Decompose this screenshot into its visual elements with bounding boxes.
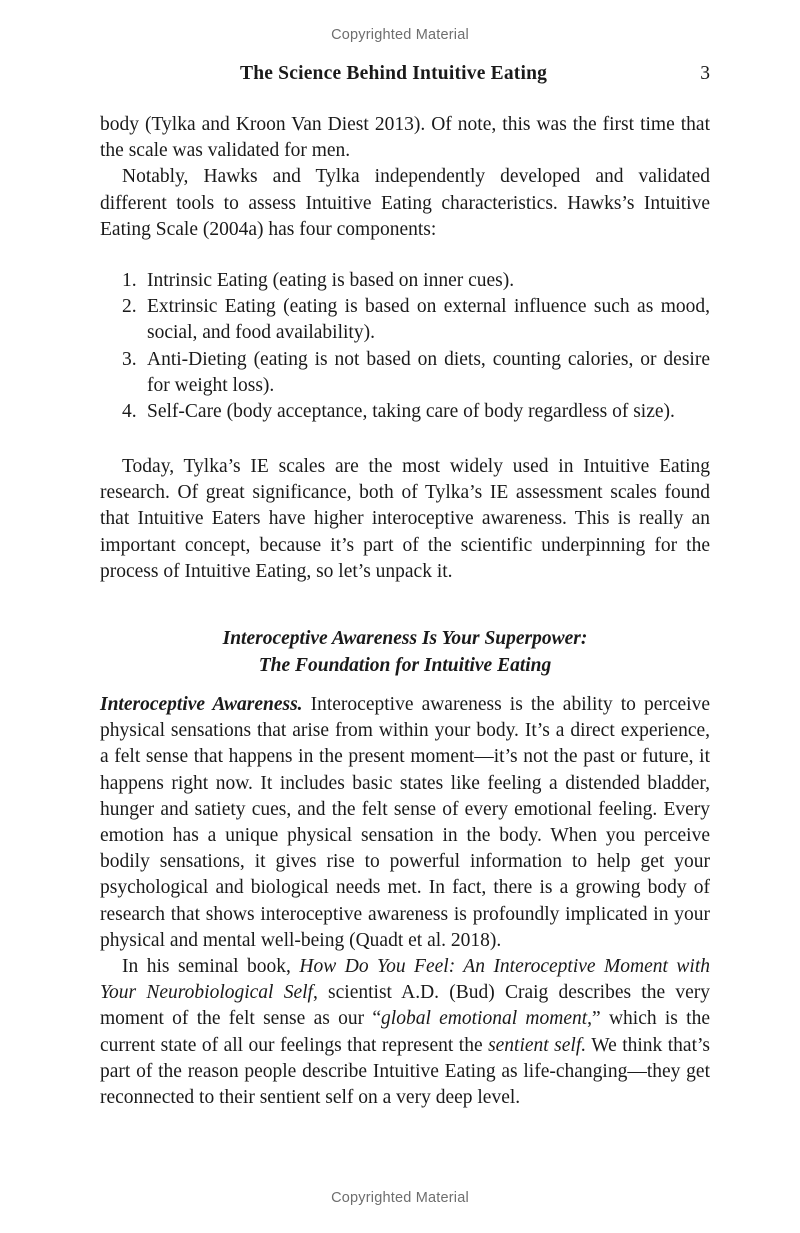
italic-term: sentient self.	[488, 1034, 587, 1056]
text-run: In his seminal book,	[122, 956, 300, 978]
list-item-number: 1.	[122, 270, 137, 291]
section-heading	[100, 626, 710, 679]
intro-paragraphs	[100, 112, 710, 243]
paragraph-continuation: body (Tylka and Kroon Van Diest 2013). Of note, this was the first time that the scale was validated for men.	[100, 114, 710, 162]
copyright-watermark-bottom: Copyrighted Material	[331, 1190, 469, 1206]
book-title: How Do You Feel: An Interoceptive Moment with Your Neurobiological Self	[100, 956, 711, 1004]
text-run: We think that’s part of the reason people describe Intuitive Eating as life-changing—they get reconnected to their sentient self on a very deep level.	[100, 1034, 710, 1109]
paragraph-hawks-tylka: Notably, Hawks and Tylka independently developed and validated different tools to assess Intuitive Eating characteristics. Hawks’s Intuitive Eating Scale (2004a) has four components:	[100, 166, 710, 240]
list-item	[100, 268, 710, 294]
list-item	[100, 347, 710, 399]
components-list	[100, 268, 710, 425]
section-heading-line-2: The Foundation for Intuitive Eating	[258, 654, 552, 676]
list-item-number: 2.	[122, 296, 137, 318]
list-item	[100, 294, 710, 346]
section-body	[100, 692, 710, 1111]
italic-quote: global emotional moment	[381, 1008, 588, 1030]
list-item	[100, 399, 710, 425]
paragraph-ie-scales: Today, Tylka’s IE scales are the most widely used in Intuitive Eating research. Of great significance, both of Tylka’s IE assessment scales found that Intuitive Eaters have higher interoceptive awareness. This is really an important concept, because it’s part of the scientific underpinning for the process of Intuitive Eating, so let’s unpack it.	[100, 456, 710, 582]
copyright-watermark-top: Copyrighted Material	[331, 27, 469, 43]
text-run: ,” which is the current state of all our feelings that represent the	[100, 1008, 710, 1056]
list-item-text: Intrinsic Eating (eating is based on inner cues).	[147, 270, 515, 291]
section-heading-block	[100, 626, 710, 679]
running-title: The Science Behind Intuitive Eating	[240, 63, 548, 84]
running-header	[0, 63, 800, 87]
paragraph-interoceptive-awareness	[100, 692, 710, 954]
list-item-text: Extrinsic Eating (eating is based on external influence such as mood, social, and food availability).	[147, 296, 710, 344]
components-list-block	[100, 268, 710, 425]
text-run: , scientist A.D. (Bud) Craig describes the very moment of the felt sense as our “	[100, 982, 710, 1030]
list-item-text: Self-Care (body acceptance, taking care of body regardless of size).	[147, 401, 675, 423]
list-item-text: Anti-Dieting (eating is not based on diets, counting calories, or desire for weight loss).	[147, 348, 710, 396]
run-in-term: Interoceptive Awareness.	[100, 694, 303, 715]
page-number: 3	[700, 63, 710, 84]
list-item-number: 4.	[122, 401, 137, 423]
section-heading-line-1: Interoceptive Awareness Is Your Superpower:	[222, 628, 588, 649]
paragraph-craig	[100, 954, 710, 1111]
paragraph-body: Interoceptive awareness is the ability to perceive physical sensations that arise from within your body. It’s a direct experience, a felt sense that happens in the present moment—it’s not the past or future, it happens right now. It includes basic states like feeling a distended bladder, hunger and satiety cues, and the felt sense of every emotional feeling. Every emotion has a unique physical sensation in the body. When you perceive bodily sensations, it gives rise to powerful information to help get your psychological and biological needs met. In fact, there is a growing body of research that shows interoceptive awareness is profoundly implicated in your physical and mental well-being (Quadt et al. 2018).	[100, 694, 710, 951]
ie-scales-paragraph-block	[100, 454, 710, 585]
list-item-number: 3.	[122, 348, 137, 370]
